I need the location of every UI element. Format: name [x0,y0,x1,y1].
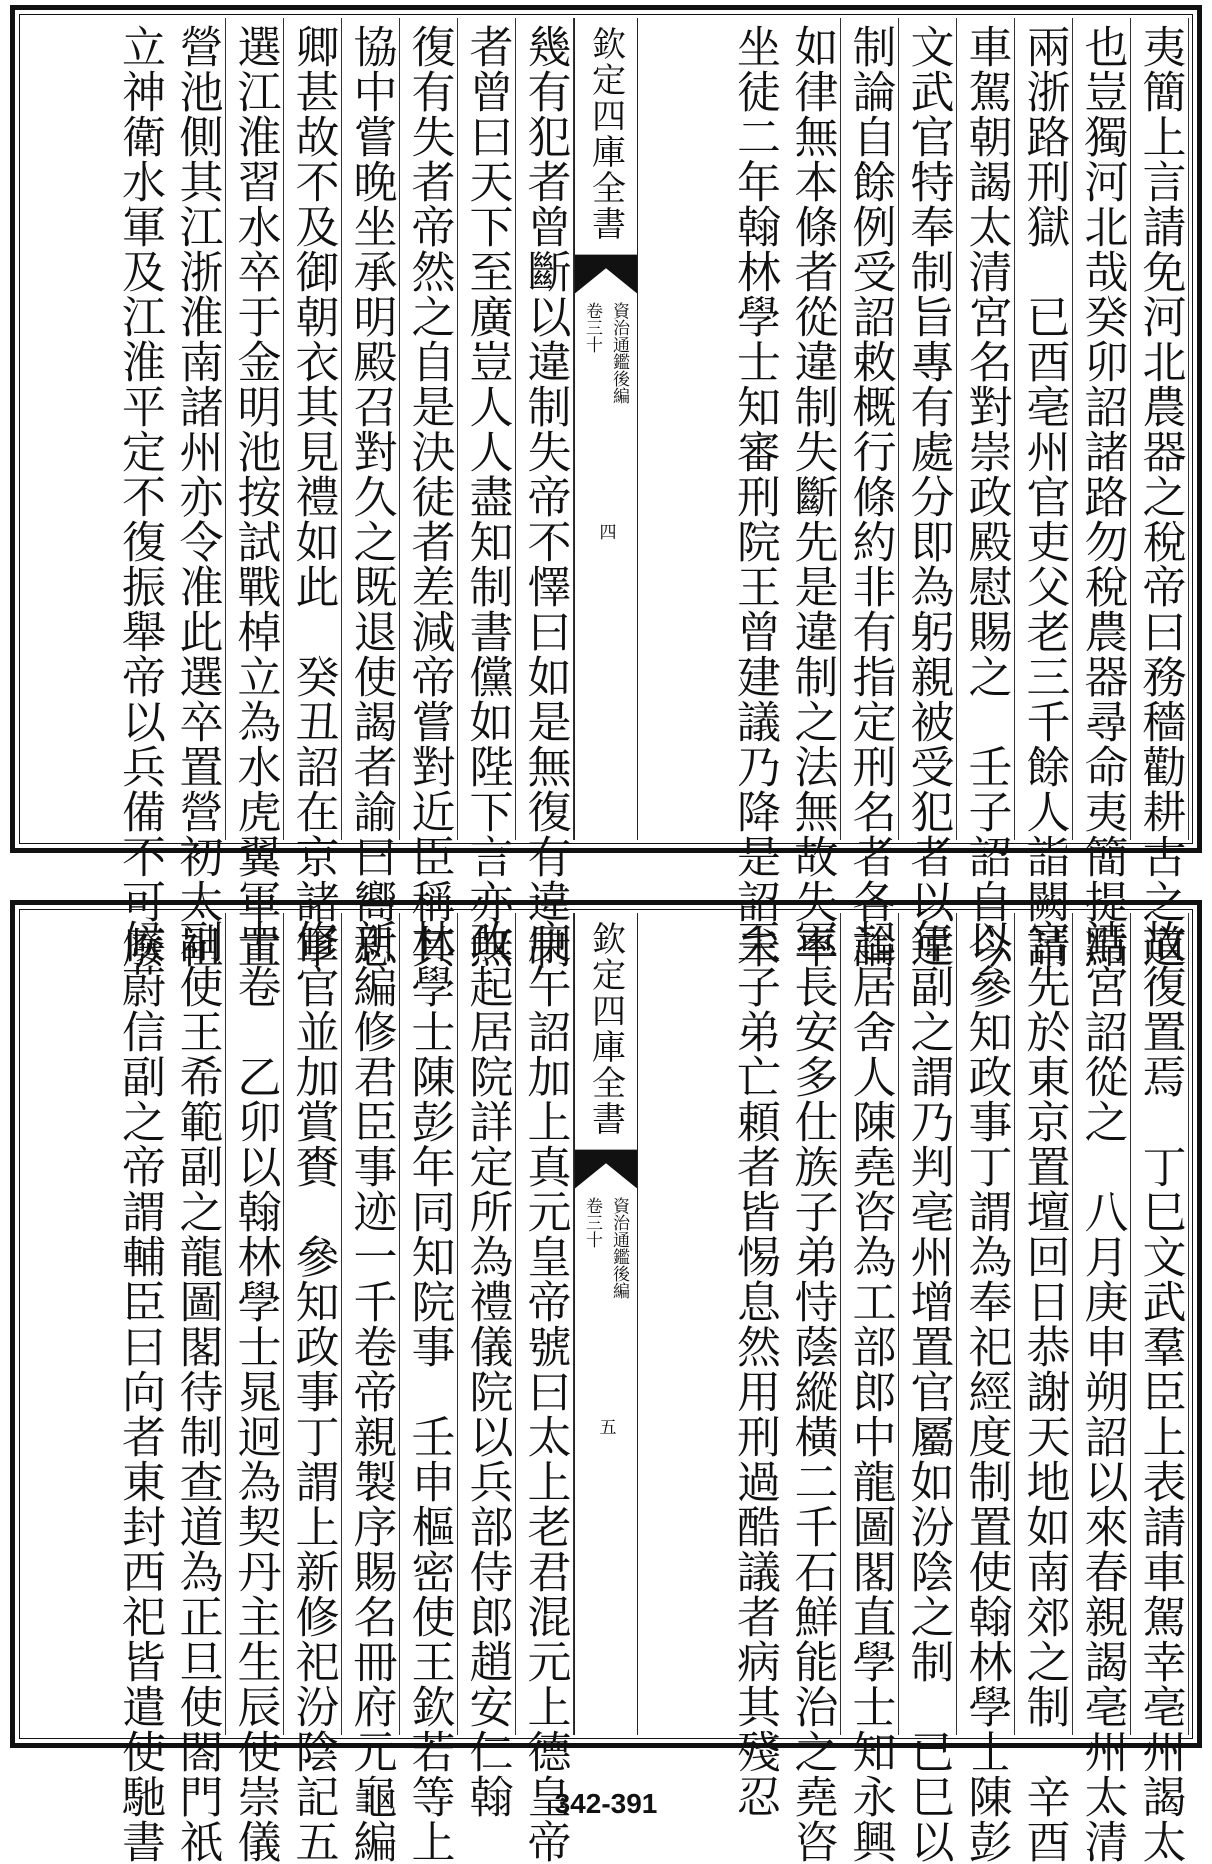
right-half [638,18,1189,969]
text-column: 坐徒二年翰林學士知審刑院王曾建議乃降是詔未 [729,24,780,969]
text-column: 如律無本條者從違制失斷先是違制之法無故失率 [786,24,838,969]
spine-book-title: 資治通鑑後編 [609,302,629,404]
text-column: 新編修君臣事迹一千卷帝親製序賜名冊府元龜編 [345,919,397,1864]
text-column: 以參知政事丁謂為奉祀經度制置使翰林學士陳彭 [960,919,1012,1864]
text-column: 文武官特奉制旨專有處分即為躬親被受犯者以違 [902,24,954,969]
text-column: 副使王希範副之龍圖閣待制查道為正旦使閤門祇 [171,919,223,1864]
text-column: 協中嘗晚坐承明殿召對久之既退使謁者諭曰嚮思 [345,24,397,969]
text-column: 候蔚信副之帝謂輔臣曰向者東封西祀皆遣使馳書 [114,919,165,1864]
spine-title: 欽定四庫全書 [585,921,626,1137]
upper-page [10,5,1202,969]
text-column: 制論自餘例受詔敕概行條約非有指定刑名者各論 [844,24,896,969]
text-column: 也豈獨河北哉癸卯詔諸路勿稅農器尋命夷簡提點 [1076,24,1128,969]
text-column: 年副之謂乃判亳州增置官屬如汾陰之制 已巳以 [902,919,954,1864]
text-column: 立神衛水軍及江淮平定不復振舉帝以兵備不可廢 [114,24,165,969]
text-column: 夷簡上言請免河北農器之稅帝曰務穡勸耕古之道 [1134,24,1186,969]
text-column: 十卷 乙卯以翰林學士晁迥為契丹主生辰使崇儀 [229,919,281,1864]
text-column: 幾有犯者曾斷以違制失帝不懌曰如是無復有違制 [519,24,571,969]
spine-title: 欽定四庫全書 [585,26,626,242]
text-column: 軍長安多仕族子弟恃蔭縱橫二千石鮮能治之堯咨 [786,919,838,1864]
text-column: 宮先於東京置壇回日恭謝天地如南郊之制 辛酉 [1018,919,1070,1864]
center-spine [574,18,638,840]
fish-tail-icon [575,254,637,294]
center-spine [574,913,638,1735]
text-column: 復有失者帝然之自是決徒者差減帝嘗對近臣稱其 [403,24,455,969]
spine-page-number: 四 [595,523,616,540]
text-column: 卿甚故不及御朝衣其見禮如此 癸丑詔在京諸軍 [287,24,339,969]
spine-volume: 卷三十 [582,1197,602,1248]
left-half [23,18,574,969]
text-column: 至子弟亡頼者皆惕息然用刑過酷議者病其殘忍 [729,919,780,1819]
page-number: 342-391 [554,1788,658,1819]
spine-volume: 卷三十 [582,302,602,353]
text-column: 兩浙路刑獄 已酉亳州官吏父老三千餘人詣闕請 [1018,24,1070,969]
spine-page-number: 五 [595,1418,616,1435]
text-column: 林學士陳彭年同知院事 壬申樞密使王欽若等上 [403,919,455,1864]
text-column: 營池側其江浙淮南諸州亦令准此選卒置營初太祖 [171,24,223,969]
text-column: 起居舍人陳堯咨為工部郎中龍圖閣直學士知永興 [844,919,896,1864]
text-column: 清宮詔從之 八月庚申朔詔以來春親謁亳州太清 [1076,919,1128,1864]
text-column: 改起居院詳定所為禮儀院以兵部侍郎趙安仁翰 [461,919,513,1819]
text-column: 庚午詔加上真元皇帝號曰太上老君混元上德皇帝 [519,919,571,1864]
text-column: 選江淮習水卒于金明池按試戰棹立為水虎翼軍置 [229,24,281,969]
text-column: 修官並加賞賚 參知政事丁謂上新修祀汾陰記五 [287,919,339,1864]
left-half [23,913,574,1864]
fish-tail-icon [575,1149,637,1189]
spine-book-title: 資治通鑑後編 [609,1197,629,1299]
text-column: 者曾曰天下至廣豈人人盡知制書儻如陛下言亦無 [461,24,513,969]
right-half [638,913,1189,1864]
text-column: 故復置焉 丁巳文武羣臣上表請車駕幸亳州謁太 [1134,919,1186,1864]
text-column: 車駕朝謁太清宮名對崇政殿慰賜之 壬子詔自今 [960,24,1012,969]
